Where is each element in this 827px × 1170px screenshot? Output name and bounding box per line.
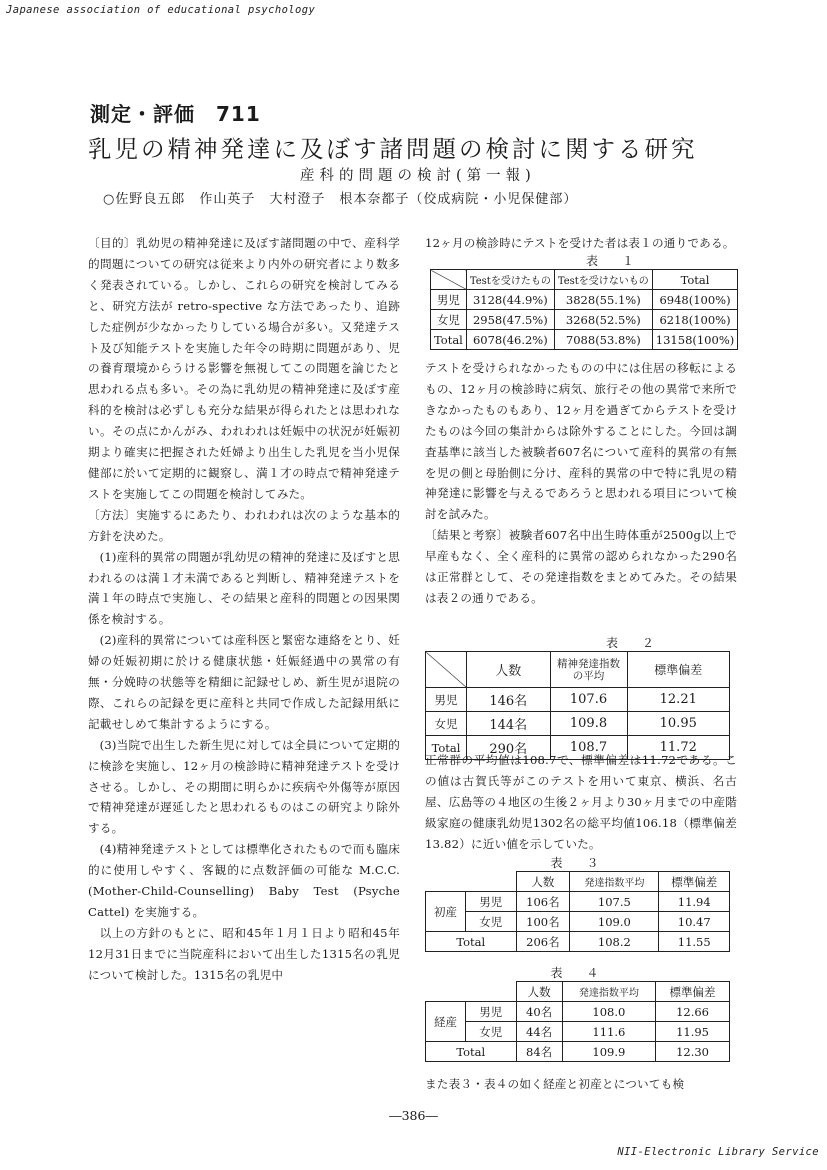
table-cell: 100名 [516, 912, 570, 932]
table-1-block [430, 254, 735, 350]
table-1 [430, 269, 738, 350]
table-2 [425, 651, 730, 760]
table-cell: 108.0 [562, 1002, 655, 1022]
table-group-label: 経産 [426, 1002, 466, 1042]
table-cell: 106名 [516, 892, 570, 912]
table-cell: 10.95 [627, 712, 730, 736]
table-header: 標準偏差 [659, 872, 730, 892]
table-cell: 107.6 [550, 688, 627, 712]
table-cell: 7088(53.8%) [554, 330, 652, 350]
section-heading: 測定・評価 711 [90, 102, 261, 126]
table-cell: 108.2 [570, 932, 659, 952]
table-header: Testを受けたもの [466, 270, 554, 290]
table-corner [431, 270, 467, 290]
table-header: 人数 [516, 982, 562, 1002]
table-3-block [425, 856, 730, 952]
table-cell: 44名 [516, 1022, 562, 1042]
paragraph-method-2: (2)産科的異常については産科医と緊密な連絡をとり、妊婦の妊娠初期に於ける健康状態・妊娠経過中の異常の有無・分娩時の状態等を精細に記録せしめ、新生児が退院の際、これらの記録を更に産科と共同で作成した記録用紙に記載せしめて集計するようにする。 [88, 633, 400, 731]
table-cell: 40名 [516, 1002, 562, 1022]
table-2-caption: 表 ２ [605, 636, 660, 650]
table-cell: 146名 [467, 688, 551, 712]
table-1-caption: 表 １ [585, 254, 640, 268]
paragraph-method-1: (1)産科的異常の問題が乳幼児の精神的発達に及ぼすと思われるのは満１才未満であると判断し、精神発達テストを満１年の時点で実施し、その結果と産科的問題との因果関係を検討する。 [88, 549, 400, 627]
table-header: 標準偏差 [656, 982, 730, 1002]
table-header: 発達指数平均 [562, 982, 655, 1002]
table-cell: 11.72 [627, 736, 730, 760]
table-cell: 2958(47.5%) [466, 310, 554, 330]
right-column-mid [425, 358, 737, 609]
table-header: 発達指数平均 [570, 872, 659, 892]
table-3 [425, 871, 730, 952]
table-3-caption: 表 ３ [550, 856, 605, 870]
table-row-label: 女児 [431, 310, 467, 330]
table-cell: 12.66 [656, 1002, 730, 1022]
paragraph-normal-group: 正常群の平均値は108.7で、標準偏差は11.72である。この値は古賀氏等がこのテストを用いて東京、横浜、名古屋、広島等の４地区の生後２ヶ月より30ヶ月までの中産階級家庭の健康乳幼児1302名の総平均値106.18（標準偏差13.82）に近い値を示していた。 [425, 753, 737, 851]
table-cell: 12.30 [656, 1042, 730, 1062]
table-header: 人数 [467, 652, 551, 688]
table-row-label: 女児 [466, 1022, 517, 1042]
table-cell: 6078(46.2%) [466, 330, 554, 350]
table-row-label: Total [426, 932, 517, 952]
table-cell: 84名 [516, 1042, 562, 1062]
table-cell: 10.47 [659, 912, 730, 932]
table-row-label: 女児 [466, 912, 517, 932]
table-cell: 206名 [516, 932, 570, 952]
table-cell: 13158(100%) [652, 330, 737, 350]
table-row-label: 男児 [431, 290, 467, 310]
paragraph-exclusions: テストを受けられなかったものの中には住居の移転によるもの、12ヶ月の検診時に病気、旅行その他の異常で来所できなかったものもあり、12ヶ月を過ぎてからテストを受けたものは今回の集計からは除外することにした。今回は調査基準に該当した被験者607名について産科的異常の有無を児の側と母胎側に分け、産科的異常の中で特に乳児の精神発達に影響を与えるであろうと思われる項目について検討を試みた。 [425, 361, 737, 522]
table-cell: 111.6 [562, 1022, 655, 1042]
right-column-intro [425, 233, 737, 254]
table-cell: 109.8 [550, 712, 627, 736]
table-cell: 109.0 [570, 912, 659, 932]
paragraph-table1-intro: 12ヶ月の検診時にテストを受けた者は表１の通りである。 [425, 236, 735, 250]
table-cell: 3128(44.9%) [466, 290, 554, 310]
table-cell: 3268(52.5%) [554, 310, 652, 330]
table-corner [426, 652, 467, 688]
paper-title: 乳児の精神発達に及ぼす諸問題の検討に関する研究 [88, 135, 698, 163]
table-cell: 107.5 [570, 892, 659, 912]
table-row-label: Total [431, 330, 467, 350]
paragraph-subjects: 以上の方針のもとに、昭和45年１月１日より昭和45年12月31日までに当院産科において出生した1315名の乳児について検討した。1315名の乳児中 [88, 925, 400, 982]
journal-header: Japanese association of educational psychology [6, 4, 316, 16]
table-header: 精神発達指数の平均 [550, 652, 627, 688]
table-4-block [425, 966, 730, 1062]
table-group-label: 初産 [426, 892, 466, 932]
table-row-label: Total [426, 736, 467, 760]
table-blank [466, 872, 517, 892]
table-header: Testを受けないもの [554, 270, 652, 290]
table-blank [466, 982, 517, 1002]
paragraph-method-intro: 〔方法〕実施するにあたり、われわれは次のような基本的方針を決めた。 [88, 507, 400, 543]
paper-subtitle: 産科的問題の検討(第一報) [300, 168, 536, 184]
table-cell: 11.94 [659, 892, 730, 912]
left-column [88, 233, 400, 986]
table-cell: 3828(55.1%) [554, 290, 652, 310]
author-line: ○佐野良五郎 作山英子 大村澄子 根本奈都子（佼成病院・小児保健部） [103, 192, 578, 207]
table-4-caption: 表 ４ [550, 966, 605, 980]
table-header: Total [652, 270, 737, 290]
paragraph-purpose: 〔目的〕乳幼児の精神発達に及ぼす諸問題の中で、産科学的問題についての研究は従来より内外の研究者により数多く発表されている。しかし、これらの研究を検討してみると、研究方法が retro-spective な方法であったり、追跡した症例が少なかったりしている場合が多い。又発達テスト及び知能テストを実施した年令の時期に問題があり、児の養育環境からうける影響を無視してこの問題を論じたと思われる点も多い。その為に乳幼児の精神発達に及ぼす産科的を検討は必ずしも充分な結果が得られたとは思われない。その点にかんがみ、われわれは妊娠中の状況が妊娠初期より確実に把握された妊婦より出生した乳児を当小児保健部に於いて定期的に観察し、満１才の時点で精神発達テストを実施してこの問題を検討してみた。 [88, 236, 400, 501]
table-row-label: Total [426, 1042, 517, 1062]
table-row-label: 男児 [466, 892, 517, 912]
table-cell: 109.9 [562, 1042, 655, 1062]
table-blank [426, 982, 466, 1002]
table-header: 標準偏差 [627, 652, 730, 688]
table-cell: 6948(100%) [652, 290, 737, 310]
table-cell: 6218(100%) [652, 310, 737, 330]
library-footer: NII-Electronic Library Service [617, 1146, 819, 1158]
right-column-end [425, 1074, 737, 1095]
table-cell: 12.21 [627, 688, 730, 712]
table-cell: 290名 [467, 736, 551, 760]
paragraph-method-3: (3)当院で出生した新生児に対しては全員について定期的に検診を実施し、12ヶ月の検診時に精神発達テストを受けさせる。しかし、その期間に明らかに疾病や外傷等が原因で精神発達が遅延したと思われるものはこの研究より除外する。 [88, 737, 400, 836]
table-row-label: 女児 [426, 712, 467, 736]
table-2-block [425, 636, 730, 760]
table-row-label: 男児 [466, 1002, 517, 1022]
table-cell: 144名 [467, 712, 551, 736]
paragraph-method-4: (4)精神発達テストとしては標準化されたもので而も臨床的に使用しやすく、客観的に点数評価の可能な M.C.C.(Mother-Child-Counselling) Baby Test (Psyche Cattel) を実施する。 [88, 842, 400, 919]
page-number: ―386― [389, 1108, 438, 1123]
table-blank [426, 872, 466, 892]
paragraph-results: 〔結果と考察〕被験者607名中出生時体重が2500g以上で早産もなく、全く産科的に異常の認められなかった290名は正常群として、その発達指数をまとめてみた。その結果は表２の通りである。 [425, 528, 737, 605]
paragraph-continuation: また表３・表４の如く経産と初産とについても検 [425, 1077, 685, 1091]
table-row-label: 男児 [426, 688, 467, 712]
table-4 [425, 981, 730, 1062]
table-header: 人数 [516, 872, 570, 892]
table-cell: 11.95 [656, 1022, 730, 1042]
table-cell: 108.7 [550, 736, 627, 760]
right-column-discussion [425, 750, 737, 855]
table-cell: 11.55 [659, 932, 730, 952]
